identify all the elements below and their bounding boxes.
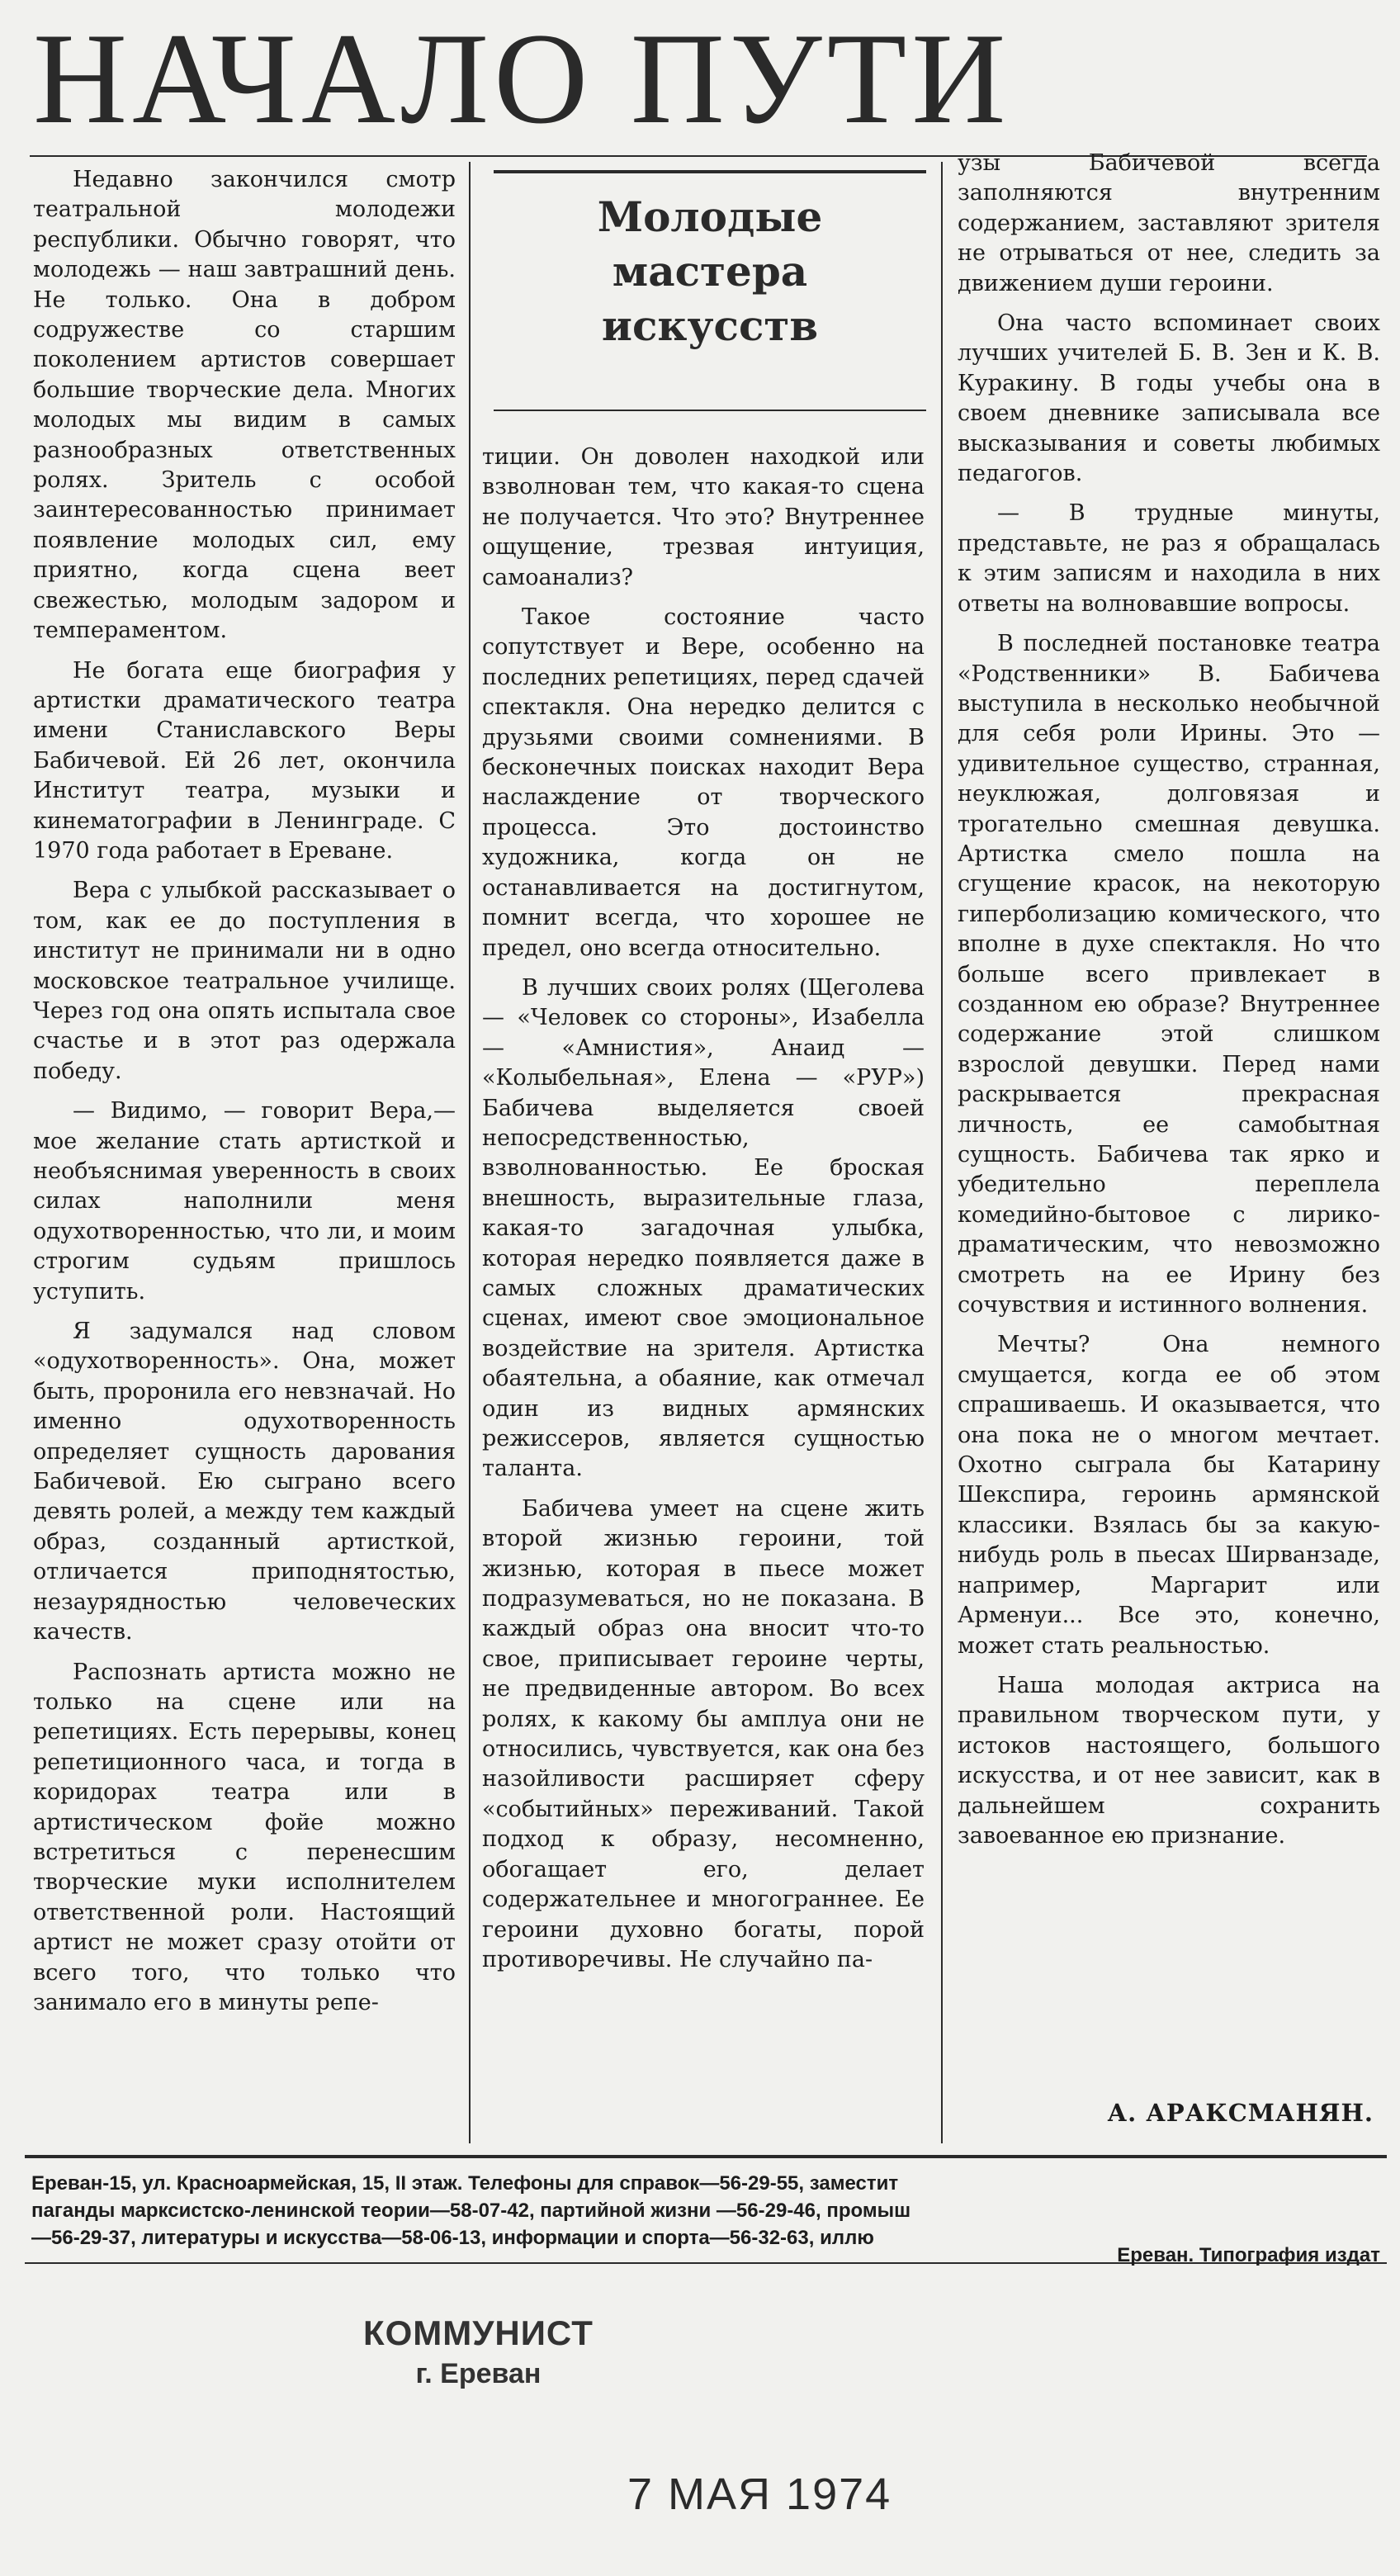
contacts-line: Ереван-15, ул. Красноармейская, 15, II этаж. Телефоны для справок—56-29-55, заместит [31, 2172, 899, 2195]
stamp-city: г. Ереван [415, 2358, 542, 2389]
paragraph: — В трудные минуты, представьте, не раз я обращалась к этим записям и находила в них ответы на волновавшие вопросы. [958, 500, 1380, 617]
paragraph: тиции. Он доволен находкой или взволнован тем, что какая-то сцена не получается. Что это? Внутреннее ощущение, трезвая интуиция, самоанализ? [482, 444, 925, 590]
footer-rule-top [25, 2155, 1387, 2158]
article-column-3 [958, 149, 1380, 1861]
paragraph: Распознать артиста можно не только на сцене или на репетициях. Есть перерывы, конец репетиционного часа, и тогда в коридорах театра или в артистическом фойе можно встретиться с перенесшим творческие муки исполнителем ответственной роли. Настоящий артист не может сразу отойти от всего того, что только что занимало его в минуты репе- [33, 1659, 456, 2015]
contacts-line: паганды марксистско-ленинской теории—58-07-42, партийной жизни —56-29-46, промыш [31, 2200, 911, 2222]
editorial-contacts [31, 2170, 1385, 2252]
rubric-line: мастера [612, 247, 808, 296]
library-stamp [363, 2312, 594, 2393]
paragraph: Она часто вспоминает своих лучших учителей Б. В. Зен и К. В. Куракину. В годы учебы она в своем дневнике записывала все высказывания и советы любимых педагогов. [958, 310, 1380, 487]
paragraph: узы Бабичевой всегда заполняются внутренним содержанием, заставляют зрителя не отрываться от нее, следить за движением души героини. [958, 150, 1380, 296]
rubric-rule-bottom [494, 410, 926, 411]
paragraph: Не богата еще биография у артистки драматического театра имени Станиславского Веры Бабичевой. Ей 26 лет, окончила Институт театра, музыки и кинематографии в Ленинграде. С 1970 года работает в Ереване. [33, 657, 456, 864]
rubric-line: Молодые [597, 192, 823, 241]
paragraph: В лучших своих ролях (Щеголева — «Человек со стороны», Изабелла — «Амнистия», Анаид — «Колыбельная», Елена — «РУР») Бабичева выделяется своей непосредственностью, взволнованностью. Ее броская внешность, выразительные глаза, какая-то загадочная улыбка, которая нередко появляется даже в самых сложных драматических сценах, имеют свое эмоциональное воздействие на зрителя. Артистка обаятельна, а обаяние, как отмечал один из видных армянских режиссеров, является сущностью таланта. [482, 974, 925, 1482]
printer-imprint: Ереван. Типография издат [1117, 2244, 1380, 2266]
paragraph: Бабичева умеет на сцене жить второй жизнью героини, той жизнью, которая в пьесе может подразумеваться, но не показана. В каждый образ она вносит что-то свое, приписывает героине черты, не предвиденные автором. Во всех ролях, к какому бы амплуа они не относились, чувствуется, как она без назойливости расширяет сферу «событийных» переживаний. Такой подход к образу, несомненно, обогащает его, делает содержательнее и многограннее. Ее героини духовно богаты, порой противоречивы. Не случайно па- [482, 1495, 925, 1972]
article-column-1 [33, 165, 456, 2028]
paragraph: Я задумался над словом «одухотворенность». Она, может быть, проронила его невзначай. Но именно одухотворенность определяет сущность дарования Бабичевой. Ею сыграно всего девять ролей, а между тем каждый образ, созданный артисткой, отличается приподнятостью, незаурядностью человеческих качеств. [33, 1319, 456, 1646]
column-divider-2 [941, 162, 943, 2143]
column-divider-1 [469, 162, 471, 2143]
stamp-newspaper-name: КОММУНИСТ [363, 2313, 594, 2352]
paragraph: Такое состояние часто сопутствует и Вере, особенно на последних репетициях, перед сдачей спектакля. Она нередко делится с друзьями своими сомнениями. В бесконечных поисках находит Вера наслаждение от творческого процесса. Это достоинство художника, когда он не останавливается на достигнутом, помнит всегда, что хорошее не предел, оно всегда относительно. [482, 604, 925, 961]
paragraph: Недавно закончился смотр театральной молодежи республики. Обычно говорят, что молодежь — наш завтрашний день. Не только. Она в добром содружестве со старшим поколением артистов совершает большие творческие дела. Многих молодых мы видим в самых разнообразных ответственных ролях. Зритель с особой заинтересованностью принимает появление молодых сил, ему приятно, когда сцена веет свежестью, молодым задором и темпераментом. [33, 167, 456, 644]
paragraph: В последней постановке театра «Родственники» В. Бабичева выступила в несколько необычной для себя роли Ирины. Это — удивительное существо, странная, неуклюжая, долговязая и трогательно смешная девушка. Артистка смело пошла на сгущение красок, на некоторую гиперболизацию комического, что вполне в духе спектакля. Но что больше всего привлекает в созданном ею образе? Внутреннее содержание этой слишком взрослой девушки. Перед нами раскрывается прекрасная личность, ее самобытная сущность. Бабичева так ярко и убедительно переплела комедийно-бытовое с лирико-драматическим, что невозможно смотреть на ее Ирину без сочувствия и истинного волнения. [958, 631, 1380, 1319]
rubric-rule-top [494, 170, 926, 173]
paragraph: — Видимо, — говорит Вера,—мое желание стать артисткой и необъяснимая уверенность в своих силах наполнили меня одухотворенностью, что ли, и моим строгим судьям пришлось уступить. [33, 1098, 456, 1305]
rubric-line: искусств [601, 301, 819, 350]
contacts-line: —56-29-37, литературы и искусства—58-06-13, информации и спорта—56-32-63, иллю [31, 2227, 874, 2249]
paragraph: Мечты? Она немного смущается, когда ее об этом спрашиваешь. И оказывается, что она пока не о многом мечтает. Охотно сыграла бы Катарину Шекспира, героинь армянской классики. Взялась бы за какую-нибудь роль в пьесах Ширванзаде, например, Маргарит или Арменуи... Все это, конечно, может стать реальностью. [958, 1332, 1380, 1659]
handwritten-date: 7 МАЯ 1974 [627, 2469, 892, 2519]
paragraph: Вера с улыбкой рассказывает о том, как ее до поступления в институт не принимали ни в одно московское театральное училище. Через год она опять испытала свое счастье и в этот раз одержала победу. [33, 878, 456, 1084]
author-signature: А. АРАКСМАНЯН. [1107, 2099, 1374, 2127]
headline: НАЧАЛО ПУТИ [33, 7, 1011, 151]
article-column-2 [482, 443, 925, 1985]
rubric-title [495, 190, 925, 353]
paragraph: Наша молодая актриса на правильном творческом пути, у истоков настоящего, большого искусства, и от нее зависит, как в дальнейшем сохранить завоеванное ею признание. [958, 1672, 1380, 1849]
